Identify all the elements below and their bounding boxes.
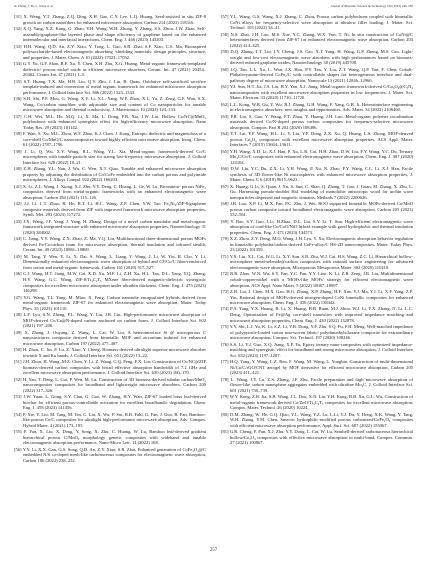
reference-number: [64] <box>221 131 229 137</box>
reference-text: Y.Y. Li, X.X. Gan, G.S. Song, Q.D. An, Z.Y. Xiao, S.R. Zhai, Enhanced generation of CoFe₂O₄@C embedded N/S co-doped mesh-like carbonaceous composites for electromagnetic wave absorption, Carbon 186 (2022) 238–252. <box>22 446 206 463</box>
reference-text: H. Yan, T. Deng, L. Cui, P. Wen, M. Lu, Construction of 3D biomass-derived tubular carbon/MnO₂ nanocomposites composites for broadband and lightweight microwave absorbers, Carbon 200 (2022) 317–326. <box>22 376 206 393</box>
reference-text: P.A. Yang, Y.X. Huang, R. Li, X. Huang, H.B. Ruan, M.J. Shou, W.J. Li, Y.X. Zhang, N. Li, L.C. Deng, Optimization of Fe@Ag core-shell nanowires with improved impedance matching and microwave absorption properties, Chem. Eng. J. 430 (2022) 132878. <box>230 306 413 323</box>
reference-number: [71] <box>221 253 229 259</box>
reference-text: Y.X. Liu, X.L. Cai, W.G. Li, X.Y. Sun, S.B. Zhu, W.J. Cai, H.S. Wang, Z.C. Li, Hierarchical hollow-microsphere metal-selenide@carbon composites with rational surface engineering for advanced electromagnetic wave absorption, Microporous Mesoporous Mater. 302 (2020) 110210. <box>229 253 413 270</box>
reference-number: [67] <box>221 183 229 189</box>
reference-item <box>14 184 206 201</box>
reference-number: [48] <box>14 312 22 318</box>
reference-text: J.J. Li, L.T. Zhao, R. He, R.T. Li, H.C. Wang, Z.P. Chen, Y.W. Tao, Fe₃Ni₂/ZIF-8/graphene composite materials derived from ZIF with improved framework microwave absorption properties, Synth. Met. 293 (2023) 117272. <box>23 201 206 218</box>
reference-text: X.Q. Yang, X.Z. Kong, G. Zhao, Y.H. Wang, W.H. Zhong, Y. Zhang, S.S. Zhou, J.W. Zhao, Self-assembly/graphene-like layered phase and shape efficiency of graphene based on the enhanced intermolecular and interfacial interactions, Chem. Eng. J. 466 (2023) 143203. <box>23 25 206 43</box>
reference-item <box>14 201 206 218</box>
reference-item <box>221 114 413 131</box>
reference-number: [34] <box>14 61 22 67</box>
reference-item <box>14 377 206 394</box>
reference-number: [65] <box>221 148 229 154</box>
reference-number: [47] <box>14 294 22 300</box>
reference-item <box>221 429 413 446</box>
reference-item <box>14 347 206 358</box>
reference-number: [38] <box>14 131 22 137</box>
reference-text: Y.L. Wang, G.S. Wang, X.J. Zhang, C. Zhou, Porous carbon polyhedrons coupled with bimetallic CoNi alloys for frequency-selective wave absorption at ultralow filler loading, J. Mater. Sci. Technol. 103 (2022) 34–41. <box>230 14 413 31</box>
reference-number: [61] <box>221 84 229 90</box>
reference-number: [37] <box>14 113 22 119</box>
reference-text: S.T. Huang, T.X. Ma, H.R. Liu, Q.Y. Zhu, J. Liu, B. Quan, Oxidative self-sacrificed sacrifice template-induced and conversion of metal organic framework for enhanced microwave absorption performance, J. Colloid Interface Sci. 606 (2022) 1323–1333. <box>23 78 206 95</box>
reference-text: D.M. Zhang, W. He, G.Q. Qiao, Y.L. Wang, Y.Z. Lu, L.Li, Y.J. Du, Y. Hong, X.K. Wang, Y. Tang, W.H. Zhang, Y.M. Chen, Smectic hydrophilic-modified porous carbonized/CoFe₂O₄ composites with efficient microwave absorption performance, Appl. Surf. Sci. 607 (2022) 155067. <box>230 411 413 428</box>
reference-text: C. Jiang, Y.Y. Wang, Z.X. Zhao, Z. Ma, Y.Q. Liu, Multifunctional three-dimensional porous MOFs derived Fe/Co/carbon foam for microwave absorption, thermal insulation and infrared stealth, Ceram. Int. 49 (2023) 18861–18869. <box>22 236 206 253</box>
reference-text: M. Tang, Y. Wen, Y. Li, X. Dai, S. Wang, L. Liang, Y. Wang, J. Li, W. Yin, R. Cho, Y. Li, Dimensionally enhanced electromagnetic wave absorption of hybrid and CF/Co/C fiber-reinforced from cotton and metal-organic framework, Carbon 161 (2020) 517–527. <box>23 253 206 270</box>
reference-number: [72] <box>221 271 229 277</box>
reference-item <box>221 49 413 66</box>
reference-text: Y.J. Sun, H.T. Jia, J.S. Liu, H.Y. Yan, X.J. Jiang, Metal-organic framework-derived C/Co₃O₄@C₃N₄ nanocomposites with excellent microwave absorption properties in low frequencies, J. Mater. Sci. Mater. Electron. 33 (2020) 11710–11720. <box>229 84 413 101</box>
reference-item <box>14 166 206 183</box>
running-header <box>14 4 413 8</box>
reference-text: G.R. Cheng, F. Pan, X.J. Zhu, Y.Y. Dong, L. Cai, W. Lu, Seashell-derived carbonaceous hierarchical hollow/Co₃O₄ composites with effective microwave absorption in multi-band, Compos. Commun. 27 (2021) 100867. <box>229 429 413 446</box>
reference-item <box>221 184 413 201</box>
reference-text: D.Q. Zhang, T.T. Liu, J.Y. Cheng, J.S. Cao, X.T. Yang, H. Wang, G.P. Zheng, M.S. Cao, Light-weight and low-cost electromagnetic wave absorbers with high performances based on biomass-derived reduced graphene oxides, Nanotechnology 30 (2019) 445708. <box>230 49 413 66</box>
header-journal: Journal of Materials Science & Technology 166 (2023) 249–258 <box>330 4 413 8</box>
reference-item <box>221 236 413 253</box>
reference-text: S.H. Shi, P.F. Mou, G. Wang, X.Y. Li, X.L. Yang, W.F. Zhou, X.L. Yu, Z. Zeng, G.F. Wan, S.X. Wang, Co/carbon nanofiber with adjustable size and content of Co nanoparticles for tunable microwave absorption and thermal conductivity, J. Materiomics 10 (2024) 124–133. <box>23 96 206 113</box>
reference-item <box>221 394 413 411</box>
reference-item <box>14 149 206 166</box>
reference-number: [78] <box>221 376 229 382</box>
reference-number: [39] <box>14 148 22 154</box>
page-number: 257 <box>209 548 218 553</box>
reference-number: [40] <box>14 166 22 172</box>
reference-number: [42] <box>14 201 22 207</box>
reference-text: L.L. Kong, W.B. Gu, Y. Wu, B.J. Zhang, G.H. Wang, F. Yang, G.B. Ji, Heterointerface engineering in electromagnetic absorbers: new insights and opportunities, Adv. Mater. 34 (2022) 2106460. <box>229 101 413 113</box>
reference-number: [60] <box>221 66 229 72</box>
reference-text: P.R. Liu, S. Gao, Y. Wang, F.T. Zhou, Y. Huang, J.H. Luo, Metal-organic polymer coordination materials derived Co/N-doped porous carbon composites for frequency-selective microwave absorption, Compos. Part B 202 (2020) 108406. <box>230 113 413 130</box>
reference-item <box>14 14 206 25</box>
reference-number: [79] <box>221 394 229 400</box>
reference-item <box>14 412 206 429</box>
reference-number: [46] <box>14 271 22 277</box>
reference-number: [80] <box>221 411 229 417</box>
reference-number: [43] <box>14 218 22 224</box>
reference-item <box>14 295 206 312</box>
reference-number: [52] <box>14 376 22 382</box>
reference-number: [36] <box>14 96 22 102</box>
reference-item <box>14 394 206 411</box>
reference-item <box>221 289 413 306</box>
reference-number: [44] <box>14 236 22 242</box>
reference-item <box>14 44 206 61</box>
reference-item <box>221 84 413 101</box>
reference-text: H.Q. Yang, Y. Wang, L.Z. Ren, F. Wang, M. Wang, L. Yongbin, Construction of multi-dimensional Ni/Co/C/rGO/CNT aerogel by MOF derivative for efficient microwave absorption, Carbon 205 (2023) 411–421. <box>230 359 413 376</box>
reference-number: [32] <box>14 25 22 31</box>
reference-text: S.S. Li, Y.J. Guo, X.Q. Jiang, X.F. Yu, Epoxy ternary nano-composites with optimized impedance-matching and synergistic effect for broadband and strong microwave absorption, J. Colloid Interface Sci. 632 (2023) 1197–1207. <box>230 341 413 358</box>
reference-text: N.S. Zhai, J.H. Luo, M.S. Xue, Y.C. Zhang, W.X. Yun, T. Ni, In situ construction of CoNi@C heterointerfaces derived from ZIF-67 for enhanced electromagnetic wave absorption, Carbon 203 (2022) 414–425. <box>230 31 413 48</box>
references-column-left <box>14 14 206 542</box>
reference-item <box>14 219 206 236</box>
reference-item <box>14 312 206 329</box>
reference-text: Z.R. Liu, J. Chen, M.X. Gao, H.G. Zhang, X.P. Zhang, H.F. Xue, Y.J. Ma, Y.J. Li, X.F. Yang, Z.P. Yin, Rational design of MOFs-derived nitrogen-doped CoNi bimetallic composites for enhanced microwave absorption, Chem. Eng. J. 450 (2022) 138442. <box>230 288 413 306</box>
reference-number: [59] <box>221 49 229 55</box>
reference-item <box>221 14 413 31</box>
reference-item <box>14 254 206 271</box>
reference-text: X. Wang, Y.T. Zhang, Z.Q. Ding, X.H. Gao, C.Y. Lee, L.Q. Huang, Seed-assisted in situ ZIF-8 growth on carbon nanofibers for enhanced microwave absorption, Carbon 214 (2023) 118316. <box>23 14 206 25</box>
reference-text: Y.Y. Shi, L.J. Yu, K. Li, S.Z. Li, Y.B. Dong, Y.F. Zhu, Y.Q. Fu, F.H. Meng, Well-matched impedance of polypyrrole-loaded cotton non-woven fabric/ polydimethylsiloxane composite for extraordinary microwave absorption, Compos. Sci. Technol. 197 (2020) 108246. <box>229 324 413 341</box>
reference-list-left <box>14 14 206 463</box>
reference-text: F. Fan, X. Liu, X. Deng, Y. Song, X. Zhu, C. Huang, W. Lu, Bamboo leaf-derived gradient hierarchical porous C/MnO₂ morphology genetic composites with wideband and tunable electromagnetic absorption performance, Nano-Micro Lett. 14 (2022) 168. <box>23 429 206 446</box>
reference-number: [63] <box>221 113 229 119</box>
reference-number: [69] <box>221 218 229 224</box>
reference-item <box>14 330 206 347</box>
reference-number: [31] <box>14 14 22 19</box>
reference-number: [68] <box>221 201 229 207</box>
reference-item <box>14 61 206 78</box>
reference-text: Z.H. Zhang, Y.L. Nan, J. Wu, C. Wen, X.T. Qiao, Tunable and enhanced microwave absorption property by adjusting the distribution of Co/CoFe embedded into the carbon porous and polyimide microspheres, J. Alloys Compd. 922 (2022) 166203. <box>23 166 206 183</box>
reference-item <box>221 201 413 218</box>
reference-number: [50] <box>14 347 22 353</box>
reference-text: C.J. Wang, H.T. Jiang, M.W. Cai, X.D. Xu, M.F. Li, Z.H. Xu, H.L. Tan, D.L. Yang, Y.Q. Zhang, H.Y. Wang, G.C. Wang, ZIF-8/Ti₃C₂Tₓ MXene fiber-derived magnetic-dielectric synergistic composites for excellent microwave absorption under ultrathin thickness, Chem. Eng. J. 475 (2023) 146298. <box>23 271 206 294</box>
reference-item <box>221 412 413 429</box>
reference-number: [75] <box>221 324 229 330</box>
reference-number: [56] <box>14 446 22 452</box>
reference-item <box>14 131 206 148</box>
reference-number: [74] <box>221 306 229 312</box>
reference-text: F. Wan, S. Xu, M.L. Zhou, W.F. Zhao, K.J. Chen, J. Kong, Entropic dielectric and magnetoloss of a core-shell Co/MnO/C nanocomposites toward highly efficient microwave absorption, Inorg. Chem. 61 (2022) 1787–1796. <box>22 131 206 148</box>
references-section <box>14 14 413 542</box>
reference-number: [53] <box>14 394 22 400</box>
reference-text: J.Q. Tan, L.L. Xu, L. Wan, J.X. Hou, P.Y. Tan, Y. Liu, Z.T. Wang, Q.P. Yan, F. Chen, Cobalt-Phthalocyanine-derived CoFe₂/C with controllable shapes for heterogeneous interface and dual-pathway degree of microwave absorption, Nanoscale 13 (2021) 12846–12960. <box>230 66 413 83</box>
reference-number: [77] <box>221 359 229 365</box>
reference-number: [41] <box>14 183 22 189</box>
reference-item <box>14 359 206 376</box>
reference-item <box>221 342 413 359</box>
reference-text: J.X. Wang, J.F. Yang, J. Yang, H. Zhang, Design of a novel carbon nanotube and metal-organic framework integrated structure with enhanced microwave absorption properties, Nanotechnology 31 (2020) 384002. <box>23 218 206 235</box>
reference-item <box>221 271 413 288</box>
reference-text: B.R. Zhao, W.N. Wu, S.Y. Fan, Y.C. Fan, Y.Y. Liao, K. Li, Z.R. Zeng, J.R. Liu, Multidimensional cobalt-copper-nickel with a 'MOFs-like MOFs' strategy for efficient electromagnetic wave absorption, ACS Appl. Nano Mater. 5 (2022) 18087–18097. <box>230 271 413 288</box>
reference-number: [57] <box>221 14 229 19</box>
reference-item <box>221 254 413 271</box>
reference-text: Y.T. Lai, Y.F. Wang, H.L. Li, Y. Liu, Y.F. Dong, Z.X. Xu, Q. Huang, L.S. Zhong, MOF-derived porous Co₃O₄ composites with excellent microwave absorption properties, ACS Appl. Mater. Interfaces 7 (2015) 13604–13611. <box>230 131 413 148</box>
reference-text: W.Y. Kong, Z.R. Jia, S.B. Wang, J.L. Dou, X.N. Lin, Y.H. Kong, B.B. Xu, G.L. Wu, Construction of metal-organic framework derived Co/ZnO/Ti₃C₂Tₓ composites for excellent microwave absorption, Compos. Mater. Technol. 26 (2020) 10224. <box>229 394 413 411</box>
reference-item <box>221 219 413 236</box>
reference-text: J.W. Yuan, L. Gong, S.Y. Chai, G. Gao, W. Zhang, H.Y. Wan, ZIF-67 loaded lotus leaf-derived biochar for efficient porous-controllable activation for excellent broadbandic degradation, Chem. Eng. J. 458 (2023) 141456. <box>23 394 206 411</box>
reference-item <box>14 447 206 464</box>
reference-text: G.Y. Yu, G.F. Shao, R.F. Xu, Y. Chen, X.H. Zhu, X.G. Huang, Metal-organic framework-templated dielectric/ porous nickel oxide as efficient microwave absorbers, Ceram. Int. 47 (2021) 20454–20462, Ceram. Int. 47 (2021) 1–5. <box>22 61 206 78</box>
reference-number: [45] <box>14 253 22 259</box>
reference-text: X. Huang, G.Li, S. Quan, J. Xu, S. Sun, C. Shao, Q. Zhang, T. Gao, J. Guan, M. Zhang, X. Zhu, L. Gu, Harnessing pseudo-doublet Hal. modeling of monolithic anisotropic wood for urchin wave nanoparticles dispersed and magnetic domains, Methods 7 (2022) 2200626. <box>229 183 413 200</box>
reference-text: X. Zhang, J. Ouyang, Z. Wang, L. Cai, W. Liu, A heterointerface Si @ microporous C nanostructures composite derived from bimetallic MOF and zirconium induced for enhanced microwave absorption, Carbon 197 (2022) 477–487. <box>23 329 206 346</box>
reference-item <box>221 377 413 394</box>
reference-number: [66] <box>221 166 229 172</box>
reference-number: [70] <box>221 236 229 242</box>
reference-item <box>14 271 206 293</box>
reference-item <box>221 32 413 49</box>
reference-text: X. Li, Z.L. Wang, J. Xiong, X.J. Zhu, Y.Y. Deng, C. Hoang, L. Ge, W. Lu, Bicontinui- porous NiFe₂ composites derived from metal-organic frameworks with an enhanced electromagnetic wave absorption, Carbon 184 (2021) 115–126. <box>22 183 206 200</box>
reference-list-right <box>221 14 413 446</box>
reference-item <box>14 114 206 131</box>
reference-text: Y. Bao, S.Y. Guo, J.Li, H.Zhao, D.L. Liu, S.Y. Li, T. Sun, High-efficient electromagnetic wave absorption of cord-like Co/CoO/NiO hybrid example with good hydrophobic and thermal insulation properties, Chem. Eng. J. 471 (2023) 144573. <box>230 218 413 235</box>
reference-number: [58] <box>221 31 229 37</box>
reference-item <box>221 102 413 113</box>
reference-number: [33] <box>14 43 22 49</box>
reference-item <box>221 306 413 323</box>
reference-item <box>221 324 413 341</box>
reference-text: D.W. Liu, Y.C. Du, Z.X. Li, Y.H. Wang, P. Xu, N. Zhao, F.Y. Wang, C.L. Li, X.J. Han, Facile synthesis of 3D flower-like Ni microspheres with enhanced microwave absorption properties, J. Mater. Chem. C 6 (2018) 9615–9623. <box>230 166 413 183</box>
reference-text: H.H. Wang, Q.D. An, Z.Y. Xiao, Y. Tong, L. Guo, S.R. Zhai, S.F. Xiao, C.S. Ma, Bioinspired polysaccharide-based electromagnetic absorbing /shielding materials: design principles, structure, and properties, J. Mater. Chem. A 10 (2022) 17023–17052. <box>23 43 206 60</box>
reference-text: X.Z. Zhou, Z.Y. Deng, M.G. Wang, J.H. Lyu, Y. Xu, Electromagnetic absorption behavior regulation in bimetallic polyhedra/carbon derived CoFe-alloy/C HS-2D nanocomposites, Mater. Today Phys. 23 (2022) 101359. <box>229 236 413 253</box>
reference-number: [51] <box>14 359 22 365</box>
reference-item <box>221 166 413 183</box>
reference-item <box>14 79 206 96</box>
reference-text: Y.G. Wang, T.L. Yang, M. Miao, X. Feng, Carbon nanotube encapsulated hybrids derived from metal-organic framework ZIF-67 for enhanced electromagnetic wave absorption, Mater. Today Phys. 35 (2023) 101110. <box>23 294 206 311</box>
reference-item <box>221 359 413 376</box>
reference-number: [55] <box>14 429 22 435</box>
reference-number: [76] <box>221 341 229 347</box>
reference-number: [81] <box>221 429 229 435</box>
reference-number: [49] <box>14 329 22 335</box>
reference-text: J.R. Luo, X.P. Li, M.X. Fan, P.C. Zhu, J. Wei, ROO supported bimetallic MOFs-derived Co/MnO porous carbon composite toward broadband electromagnetic wave absorption, Carbon 205 (2023) 552–561. <box>230 201 413 218</box>
reference-text: J.H. Zhou, H. Wang, M.Z. Chen, Y. Li, Z. Wang, C.Q. Peng, F.X. Lin, Construction of Co/NC@ZIF biomass-derived carbon composites with broad effective absorption bandwidth of 7.2 GHz and excellent microwave absorption performance, J. Colloid Interface Sci. 630 (2023) 160–170. <box>22 359 206 376</box>
references-column-right <box>221 14 413 542</box>
reference-number: [73] <box>221 288 229 294</box>
header-authors: X. Zhang, J. Yu, L. Wang et al. <box>14 4 54 8</box>
reference-item <box>14 429 206 446</box>
reference-number: [35] <box>14 78 22 84</box>
reference-text: F. Xie, Y. Liu, M. Tang, M. Yin, C. Liu, X. Wu, F. Sui, R.R. Fahl, G. Fan, J. Guo, R. Fan, Bamboo-like porous Co/C composites for ultralight high-performance microwave absorption, Adv. Compos. Hybrid Mater. 4 (2021) 173–185. <box>22 411 206 428</box>
reference-text: L. Wang, J.Y. Lu, Z.S. Zhang, J.F. Zhu, Facile preparation and high microwave absorption of flower-like carbon nanosphere aggregates embedded with ultrafine Mo₂C, J. Colloid Interface Sci. 601 (2021) 730–739. <box>230 376 413 393</box>
reference-item <box>14 26 206 43</box>
reference-text: H. Zhou, C. Jin, P. Lu, Z. Xiao, Y. Cheng, Biomass-derived ultralight superior microwave absorber towards X and Ku bands, J. Colloid Interface Sci. 651 (2022) 13–22. <box>22 347 206 358</box>
reference-number: [54] <box>14 411 22 417</box>
reference-item <box>14 236 206 253</box>
reference-text: C.H. Wei, M.L. He, M.Q. Li, X. Ma, L. Dong, F.B. Xia, J.W. Liu, Hollow Co/NC@MnO₂ polyhedrons with enhanced synergistic effect for high-efficiency microwave absorption, Nano Today Res. 29 (2023) 101142. <box>23 113 206 130</box>
reference-item <box>221 131 413 148</box>
reference-text: L.F. Lyu, S.N. Zheng, F.L. Wang, Y. Liu, J.R. Liu, High-performance microwave absorption of MOF-derived Co/Ca@N-doped carbon anchored on carbon foam, J. Colloid Interface Sci. 602 (2021) 197–206. <box>23 312 206 329</box>
reference-number: [62] <box>221 101 229 107</box>
reference-item <box>221 149 413 166</box>
reference-text: Y.H. Wang, X.D. Li, X.J. Han, P. Xu, L.R. Cui, H.H. Zhao, D.W. Liu, F.Y. Wang, Y.C. Du, Ternary Mo₂C/Co/C composites with enhanced electromagnetic wave absorption, Chem. Eng. J. 387 (2020) 124104. <box>229 148 413 165</box>
reference-item <box>221 67 413 84</box>
reference-text: J. Li, Q. Wu, X.Y. Wang, R.L. Wang, Y.L. Xia, Metal-organic framework-derived Co/C microspheres with tunable particle size for strong low-frequency microwave absorption, J. Colloid Interface Sci. 628 (2022) 10–21. <box>23 148 206 165</box>
reference-item <box>14 96 206 113</box>
